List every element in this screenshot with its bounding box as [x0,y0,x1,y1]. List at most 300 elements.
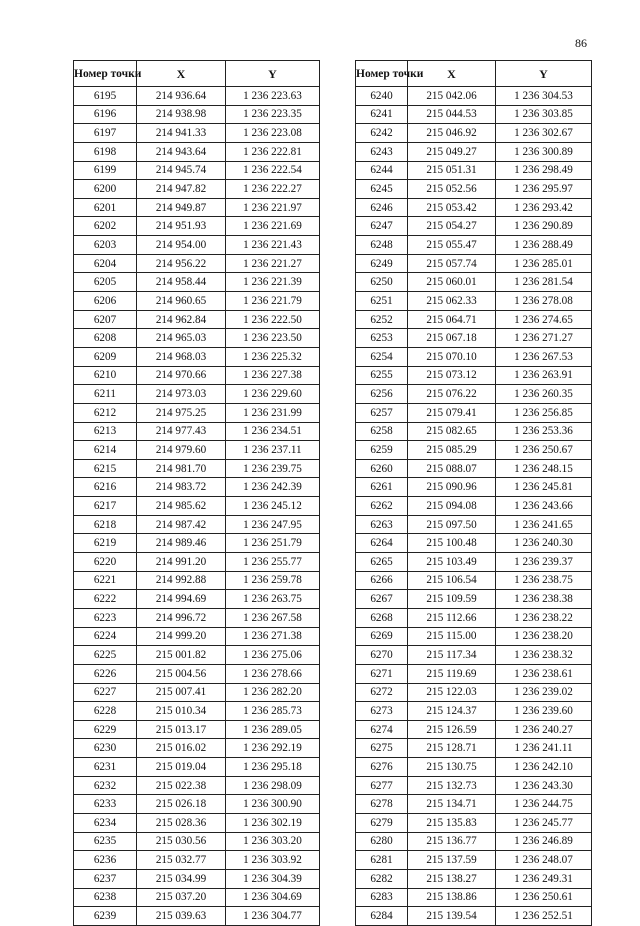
table-row [74,646,320,665]
table-row [356,813,592,832]
y-coordinate-cell: 1 236 229.60 [226,385,320,404]
x-coordinate-cell: 215 067.18 [408,329,496,348]
y-coordinate-cell: 1 236 241.65 [496,515,592,534]
point-number-cell: 6231 [74,758,137,777]
y-coordinate-cell: 1 236 256.85 [496,403,592,422]
point-number-cell: 6228 [74,702,137,721]
x-coordinate-cell: 215 060.01 [408,273,496,292]
x-coordinate-cell: 214 960.65 [137,292,226,311]
y-coordinate-cell: 1 236 242.10 [496,758,592,777]
y-coordinate-cell: 1 236 238.32 [496,646,592,665]
point-number-cell: 6256 [356,385,408,404]
table-row [74,366,320,385]
x-coordinate-cell: 215 100.48 [408,534,496,553]
point-number-cell: 6200 [74,180,137,199]
table-row [74,105,320,124]
header-x: X [137,61,226,87]
y-coordinate-cell: 1 236 304.39 [226,869,320,888]
point-number-cell: 6266 [356,571,408,590]
y-coordinate-cell: 1 236 295.18 [226,758,320,777]
point-number-cell: 6252 [356,310,408,329]
table-row [74,87,320,106]
x-coordinate-cell: 215 138.86 [408,888,496,907]
point-number-cell: 6269 [356,627,408,646]
table-row [356,608,592,627]
x-coordinate-cell: 214 958.44 [137,273,226,292]
table-row [74,832,320,851]
point-number-cell: 6202 [74,217,137,236]
point-number-cell: 6282 [356,869,408,888]
point-number-cell: 6250 [356,273,408,292]
point-number-cell: 6205 [74,273,137,292]
table-row [74,571,320,590]
x-coordinate-cell: 214 962.84 [137,310,226,329]
point-number-cell: 6243 [356,142,408,161]
y-coordinate-cell: 1 236 260.35 [496,385,592,404]
point-number-cell: 6273 [356,702,408,721]
table-row [74,292,320,311]
table-row [356,571,592,590]
table-row [74,310,320,329]
x-coordinate-cell: 215 034.99 [137,869,226,888]
x-coordinate-cell: 214 973.03 [137,385,226,404]
x-coordinate-cell: 215 037.20 [137,888,226,907]
coordinates-table-left [73,60,320,926]
point-number-cell: 6265 [356,553,408,572]
point-number-cell: 6224 [74,627,137,646]
x-coordinate-cell: 215 049.27 [408,142,496,161]
point-number-cell: 6221 [74,571,137,590]
x-coordinate-cell: 215 134.71 [408,795,496,814]
x-coordinate-cell: 215 046.92 [408,124,496,143]
point-number-cell: 6214 [74,441,137,460]
x-coordinate-cell: 215 057.74 [408,254,496,273]
table-row [356,776,592,795]
x-coordinate-cell: 215 115.00 [408,627,496,646]
x-coordinate-cell: 214 965.03 [137,329,226,348]
table-row [74,198,320,217]
point-number-cell: 6208 [74,329,137,348]
table-row [356,627,592,646]
table-row [74,590,320,609]
point-number-cell: 6283 [356,888,408,907]
x-coordinate-cell: 215 016.02 [137,739,226,758]
y-coordinate-cell: 1 236 223.63 [226,87,320,106]
point-number-cell: 6253 [356,329,408,348]
table-row [74,422,320,441]
y-coordinate-cell: 1 236 253.36 [496,422,592,441]
table-row [356,124,592,143]
y-coordinate-cell: 1 236 263.91 [496,366,592,385]
table-row [74,795,320,814]
y-coordinate-cell: 1 236 303.85 [496,105,592,124]
point-number-cell: 6272 [356,683,408,702]
y-coordinate-cell: 1 236 271.27 [496,329,592,348]
point-number-cell: 6229 [74,720,137,739]
y-coordinate-cell: 1 236 238.38 [496,590,592,609]
table-row [356,105,592,124]
y-coordinate-cell: 1 236 274.65 [496,310,592,329]
y-coordinate-cell: 1 236 239.75 [226,459,320,478]
x-coordinate-cell: 214 981.70 [137,459,226,478]
table-row [356,180,592,199]
x-coordinate-cell: 215 088.07 [408,459,496,478]
y-coordinate-cell: 1 236 278.66 [226,664,320,683]
y-coordinate-cell: 1 236 275.06 [226,646,320,665]
point-number-cell: 6236 [74,851,137,870]
point-number-cell: 6271 [356,664,408,683]
point-number-cell: 6212 [74,403,137,422]
table-row [356,758,592,777]
table-row [356,646,592,665]
x-coordinate-cell: 214 945.74 [137,161,226,180]
x-coordinate-cell: 215 054.27 [408,217,496,236]
x-coordinate-cell: 215 117.34 [408,646,496,665]
y-coordinate-cell: 1 236 227.38 [226,366,320,385]
point-number-cell: 6255 [356,366,408,385]
point-number-cell: 6232 [74,776,137,795]
x-coordinate-cell: 215 007.41 [137,683,226,702]
x-coordinate-cell: 215 135.83 [408,813,496,832]
y-coordinate-cell: 1 236 242.39 [226,478,320,497]
x-coordinate-cell: 215 124.37 [408,702,496,721]
point-number-cell: 6222 [74,590,137,609]
table-row [74,664,320,683]
table-row [74,273,320,292]
header-y: Y [496,61,592,87]
x-coordinate-cell: 215 026.18 [137,795,226,814]
y-coordinate-cell: 1 236 295.97 [496,180,592,199]
y-coordinate-cell: 1 236 271.38 [226,627,320,646]
y-coordinate-cell: 1 236 303.20 [226,832,320,851]
x-coordinate-cell: 214 975.25 [137,403,226,422]
point-number-cell: 6233 [74,795,137,814]
point-number-cell: 6198 [74,142,137,161]
x-coordinate-cell: 215 044.53 [408,105,496,124]
x-coordinate-cell: 214 943.64 [137,142,226,161]
point-number-cell: 6203 [74,236,137,255]
y-coordinate-cell: 1 236 282.20 [226,683,320,702]
point-number-cell: 6254 [356,347,408,366]
table-row [74,142,320,161]
point-number-cell: 6275 [356,739,408,758]
point-number-cell: 6237 [74,869,137,888]
x-coordinate-cell: 215 079.41 [408,403,496,422]
point-number-cell: 6216 [74,478,137,497]
point-number-cell: 6251 [356,292,408,311]
table-row [356,254,592,273]
table-row [74,813,320,832]
header-point-number: Номер точки [74,61,137,87]
point-number-cell: 6226 [74,664,137,683]
y-coordinate-cell: 1 236 223.35 [226,105,320,124]
y-coordinate-cell: 1 236 248.15 [496,459,592,478]
y-coordinate-cell: 1 236 234.51 [226,422,320,441]
table-row [74,329,320,348]
x-coordinate-cell: 214 941.33 [137,124,226,143]
point-number-cell: 6248 [356,236,408,255]
y-coordinate-cell: 1 236 263.75 [226,590,320,609]
point-number-cell: 6247 [356,217,408,236]
y-coordinate-cell: 1 236 255.77 [226,553,320,572]
y-coordinate-cell: 1 236 238.22 [496,608,592,627]
y-coordinate-cell: 1 236 304.77 [226,907,320,926]
y-coordinate-cell: 1 236 249.31 [496,869,592,888]
y-coordinate-cell: 1 236 243.66 [496,497,592,516]
header-point-number: Номер точки [356,61,408,87]
y-coordinate-cell: 1 236 221.43 [226,236,320,255]
x-coordinate-cell: 215 010.34 [137,702,226,721]
point-number-cell: 6264 [356,534,408,553]
table-row [74,497,320,516]
x-coordinate-cell: 214 979.60 [137,441,226,460]
table-row [356,832,592,851]
table-row [356,497,592,516]
point-number-cell: 6270 [356,646,408,665]
point-number-cell: 6262 [356,497,408,516]
y-coordinate-cell: 1 236 289.05 [226,720,320,739]
table-row [356,198,592,217]
x-coordinate-cell: 215 094.08 [408,497,496,516]
y-coordinate-cell: 1 236 221.39 [226,273,320,292]
x-coordinate-cell: 214 936.64 [137,87,226,106]
point-number-cell: 6284 [356,907,408,926]
x-coordinate-cell: 214 938.98 [137,105,226,124]
x-coordinate-cell: 215 028.36 [137,813,226,832]
y-coordinate-cell: 1 236 231.99 [226,403,320,422]
x-coordinate-cell: 214 977.43 [137,422,226,441]
header-y: Y [226,61,320,87]
table-row [356,795,592,814]
table-row [74,683,320,702]
x-coordinate-cell: 215 022.38 [137,776,226,795]
point-number-cell: 6244 [356,161,408,180]
table-row [356,310,592,329]
point-number-cell: 6207 [74,310,137,329]
x-coordinate-cell: 215 053.42 [408,198,496,217]
x-coordinate-cell: 215 122.03 [408,683,496,702]
point-number-cell: 6239 [74,907,137,926]
point-number-cell: 6211 [74,385,137,404]
point-number-cell: 6267 [356,590,408,609]
table-row [356,869,592,888]
point-number-cell: 6260 [356,459,408,478]
table-row [356,907,592,926]
table-row [74,236,320,255]
y-coordinate-cell: 1 236 285.01 [496,254,592,273]
table-row [74,608,320,627]
y-coordinate-cell: 1 236 223.08 [226,124,320,143]
y-coordinate-cell: 1 236 223.50 [226,329,320,348]
y-coordinate-cell: 1 236 298.49 [496,161,592,180]
y-coordinate-cell: 1 236 293.42 [496,198,592,217]
x-coordinate-cell: 215 097.50 [408,515,496,534]
x-coordinate-cell: 215 128.71 [408,739,496,758]
point-number-cell: 6246 [356,198,408,217]
table-row [356,329,592,348]
x-coordinate-cell: 214 951.93 [137,217,226,236]
x-coordinate-cell: 215 136.77 [408,832,496,851]
y-coordinate-cell: 1 236 238.61 [496,664,592,683]
y-coordinate-cell: 1 236 240.27 [496,720,592,739]
x-coordinate-cell: 215 062.33 [408,292,496,311]
table-row [74,534,320,553]
point-number-cell: 6217 [74,497,137,516]
y-coordinate-cell: 1 236 245.77 [496,813,592,832]
x-coordinate-cell: 215 073.12 [408,366,496,385]
y-coordinate-cell: 1 236 239.60 [496,702,592,721]
y-coordinate-cell: 1 236 245.81 [496,478,592,497]
table-row [74,869,320,888]
x-coordinate-cell: 215 004.56 [137,664,226,683]
y-coordinate-cell: 1 236 250.61 [496,888,592,907]
point-number-cell: 6195 [74,87,137,106]
x-coordinate-cell: 215 052.56 [408,180,496,199]
y-coordinate-cell: 1 236 304.53 [496,87,592,106]
y-coordinate-cell: 1 236 288.49 [496,236,592,255]
point-number-cell: 6220 [74,553,137,572]
table-row [356,739,592,758]
x-coordinate-cell: 214 987.42 [137,515,226,534]
point-number-cell: 6276 [356,758,408,777]
table-row [356,459,592,478]
x-coordinate-cell: 214 968.03 [137,347,226,366]
y-coordinate-cell: 1 236 222.81 [226,142,320,161]
table-row [356,236,592,255]
table-row [356,292,592,311]
y-coordinate-cell: 1 236 303.92 [226,851,320,870]
y-coordinate-cell: 1 236 244.75 [496,795,592,814]
y-coordinate-cell: 1 236 241.11 [496,739,592,758]
point-number-cell: 6280 [356,832,408,851]
point-number-cell: 6278 [356,795,408,814]
table-row [356,403,592,422]
point-number-cell: 6268 [356,608,408,627]
table-row [74,459,320,478]
y-coordinate-cell: 1 236 304.69 [226,888,320,907]
table-row [74,720,320,739]
y-coordinate-cell: 1 236 246.89 [496,832,592,851]
table-row [74,851,320,870]
table-row [74,702,320,721]
point-number-cell: 6223 [74,608,137,627]
x-coordinate-cell: 214 994.69 [137,590,226,609]
table-row [356,515,592,534]
x-coordinate-cell: 214 956.22 [137,254,226,273]
point-number-cell: 6235 [74,832,137,851]
y-coordinate-cell: 1 236 302.19 [226,813,320,832]
y-coordinate-cell: 1 236 259.78 [226,571,320,590]
y-coordinate-cell: 1 236 251.79 [226,534,320,553]
x-coordinate-cell: 215 051.31 [408,161,496,180]
table-row [74,907,320,926]
x-coordinate-cell: 215 106.54 [408,571,496,590]
point-number-cell: 6258 [356,422,408,441]
x-coordinate-cell: 215 119.69 [408,664,496,683]
y-coordinate-cell: 1 236 221.69 [226,217,320,236]
point-number-cell: 6227 [74,683,137,702]
table-row [74,739,320,758]
table-row [356,142,592,161]
x-coordinate-cell: 214 991.20 [137,553,226,572]
x-coordinate-cell: 214 947.82 [137,180,226,199]
table-row [74,478,320,497]
x-coordinate-cell: 215 032.77 [137,851,226,870]
x-coordinate-cell: 215 019.04 [137,758,226,777]
x-coordinate-cell: 215 085.29 [408,441,496,460]
y-coordinate-cell: 1 236 281.54 [496,273,592,292]
x-coordinate-cell: 215 055.47 [408,236,496,255]
x-coordinate-cell: 215 013.17 [137,720,226,739]
table-row [74,124,320,143]
table-row [356,851,592,870]
table-row [356,87,592,106]
x-coordinate-cell: 215 139.54 [408,907,496,926]
table-row [74,385,320,404]
coordinates-table-right [355,60,592,926]
x-coordinate-cell: 215 132.73 [408,776,496,795]
y-coordinate-cell: 1 236 222.50 [226,310,320,329]
table-row [356,441,592,460]
table-row [356,478,592,497]
table-row [356,720,592,739]
y-coordinate-cell: 1 236 300.90 [226,795,320,814]
table-header-row [74,61,320,87]
table-row [356,553,592,572]
x-coordinate-cell: 215 130.75 [408,758,496,777]
point-number-cell: 6240 [356,87,408,106]
point-number-cell: 6279 [356,813,408,832]
page-number: 86 [575,36,587,50]
y-coordinate-cell: 1 236 302.67 [496,124,592,143]
point-number-cell: 6209 [74,347,137,366]
point-number-cell: 6259 [356,441,408,460]
table-row [74,776,320,795]
point-number-cell: 6249 [356,254,408,273]
table-row [74,758,320,777]
table-row [356,534,592,553]
x-coordinate-cell: 215 064.71 [408,310,496,329]
point-number-cell: 6234 [74,813,137,832]
y-coordinate-cell: 1 236 248.07 [496,851,592,870]
table-row [356,664,592,683]
x-coordinate-cell: 215 001.82 [137,646,226,665]
table-row [74,888,320,907]
x-coordinate-cell: 215 137.59 [408,851,496,870]
table-row [74,347,320,366]
x-coordinate-cell: 215 138.27 [408,869,496,888]
header-x: X [408,61,496,87]
x-coordinate-cell: 214 989.46 [137,534,226,553]
point-number-cell: 6261 [356,478,408,497]
y-coordinate-cell: 1 236 300.89 [496,142,592,161]
point-number-cell: 6242 [356,124,408,143]
point-number-cell: 6281 [356,851,408,870]
table-row [74,254,320,273]
y-coordinate-cell: 1 236 222.54 [226,161,320,180]
x-coordinate-cell: 214 992.88 [137,571,226,590]
y-coordinate-cell: 1 236 252.51 [496,907,592,926]
x-coordinate-cell: 214 985.62 [137,497,226,516]
y-coordinate-cell: 1 236 221.97 [226,198,320,217]
point-number-cell: 6199 [74,161,137,180]
point-number-cell: 6263 [356,515,408,534]
table-row [74,161,320,180]
y-coordinate-cell: 1 236 239.37 [496,553,592,572]
point-number-cell: 6204 [74,254,137,273]
x-coordinate-cell: 215 109.59 [408,590,496,609]
y-coordinate-cell: 1 236 290.89 [496,217,592,236]
